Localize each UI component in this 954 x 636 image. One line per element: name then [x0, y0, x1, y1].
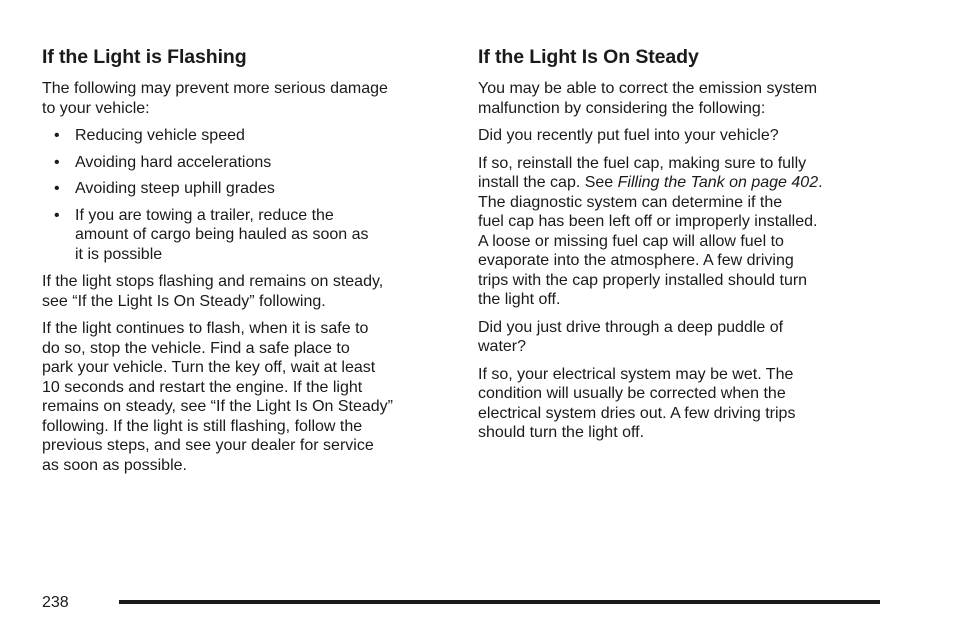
- list-item: • Avoiding hard accelerations: [54, 153, 272, 171]
- list-item: • Reducing vehicle speed: [54, 127, 245, 144]
- heading-light-steady: If the Light Is On Steady: [478, 46, 699, 68]
- flashing-paragraph-steady: If the light stops flashing and remains on steady, see “If the Light Is On Steady” following.: [42, 273, 384, 310]
- bullet-icon: •: [54, 153, 60, 171]
- steady-question-puddle: Did you just drive through a deep puddle of water?: [478, 318, 784, 355]
- footer-rule: [119, 600, 880, 604]
- list-item: • Avoiding steep uphill grades: [54, 180, 275, 197]
- steady-answer-fuel: If so, reinstall the fuel cap, making sure to fully install the cap. See Filling the Tank on page 402. The diagnostic system can determine if the fuel cap has been left off or improperly installed. A loose or missing fuel cap will allow fuel to evaporate into the atmosphere. A few driving trips with the cap properly installed should turn the light off.: [478, 154, 823, 308]
- steady-question-fuel: Did you recently put fuel into your vehicle?: [478, 127, 779, 144]
- flashing-intro: The following may prevent more serious damage to your vehicle:: [42, 80, 388, 117]
- bullet-icon: •: [54, 180, 60, 197]
- page-number: 238: [42, 594, 69, 611]
- page-reference-link[interactable]: Filling the Tank on page 402: [617, 174, 819, 191]
- steady-intro: You may be able to correct the emission system malfunction by considering the following:: [478, 80, 818, 117]
- bullet-icon: •: [54, 127, 60, 144]
- steady-answer-puddle: If so, your electrical system may be wet. The condition will usually be corrected when the electrical system dries out. A few driving trips should turn the light off.: [478, 365, 796, 441]
- flashing-paragraph-continue: If the light continues to flash, when it is safe to do so, stop the vehicle. Find a safe place to park your vehicle. Turn the key off, wait at least 10 seconds and restart the engine. If the light remains on steady, see “If the Light Is On Steady” following. If the light is still flashing, follow the previous steps, and see your dealer for service as soon as possible.: [42, 320, 393, 474]
- bullet-icon: •: [54, 206, 60, 224]
- heading-light-flashing: If the Light is Flashing: [42, 46, 247, 68]
- list-item: • If you are towing a trailer, reduce the amount of cargo being hauled as soon as it is possible: [54, 206, 369, 263]
- flashing-bullet-list: [42, 126, 447, 264]
- right-column: [478, 44, 878, 451]
- left-column: [42, 44, 447, 483]
